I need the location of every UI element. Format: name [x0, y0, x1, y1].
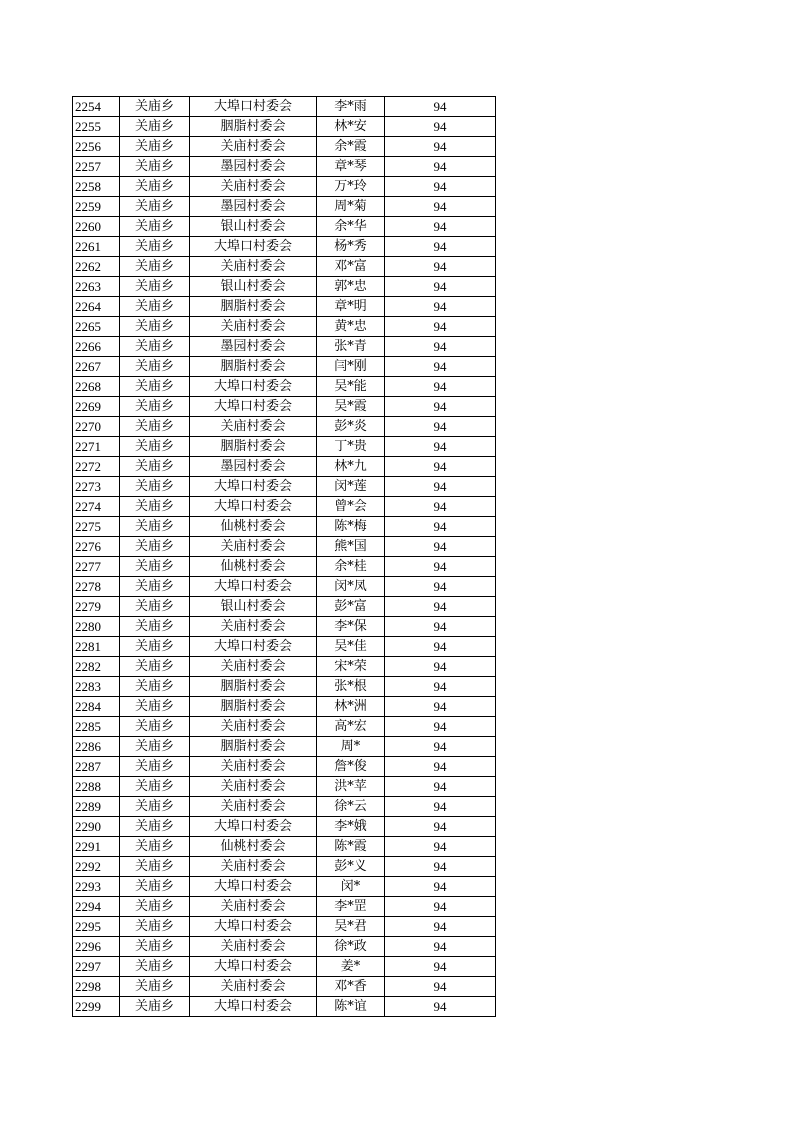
row-number: 2284: [73, 697, 120, 717]
village-committee-cell: 大埠口村委会: [190, 637, 317, 657]
village-committee-cell: 大埠口村委会: [190, 97, 317, 117]
score-cell: 94: [385, 157, 496, 177]
person-name-cell: 张*青: [317, 337, 385, 357]
village-committee-cell: 胭脂村委会: [190, 677, 317, 697]
township-cell: 关庙乡: [120, 757, 190, 777]
score-cell: 94: [385, 397, 496, 417]
township-cell: 关庙乡: [120, 517, 190, 537]
table-row: [73, 237, 496, 257]
township-cell: 关庙乡: [120, 117, 190, 137]
row-number: 2288: [73, 777, 120, 797]
table-row: [73, 117, 496, 137]
village-committee-cell: 关庙村委会: [190, 417, 317, 437]
village-committee-cell: 关庙村委会: [190, 777, 317, 797]
person-name-cell: 闵*莲: [317, 477, 385, 497]
row-number: 2276: [73, 537, 120, 557]
table-row: [73, 517, 496, 537]
person-name-cell: 李*保: [317, 617, 385, 637]
score-cell: 94: [385, 277, 496, 297]
person-name-cell: 万*玲: [317, 177, 385, 197]
row-number: 2299: [73, 997, 120, 1017]
table-row: [73, 677, 496, 697]
township-cell: 关庙乡: [120, 937, 190, 957]
person-name-cell: 余*霞: [317, 137, 385, 157]
person-name-cell: 闵*凤: [317, 577, 385, 597]
table-row: [73, 717, 496, 737]
score-cell: 94: [385, 597, 496, 617]
township-cell: 关庙乡: [120, 297, 190, 317]
village-committee-cell: 墨园村委会: [190, 337, 317, 357]
score-cell: 94: [385, 577, 496, 597]
row-number: 2264: [73, 297, 120, 317]
township-cell: 关庙乡: [120, 837, 190, 857]
village-committee-cell: 大埠口村委会: [190, 477, 317, 497]
village-committee-cell: 银山村委会: [190, 597, 317, 617]
village-committee-cell: 胭脂村委会: [190, 297, 317, 317]
table-row: [73, 437, 496, 457]
township-cell: 关庙乡: [120, 537, 190, 557]
village-committee-cell: 大埠口村委会: [190, 917, 317, 937]
person-name-cell: 李*娥: [317, 817, 385, 837]
person-name-cell: 章*明: [317, 297, 385, 317]
score-cell: 94: [385, 817, 496, 837]
score-cell: 94: [385, 537, 496, 557]
table-row: [73, 817, 496, 837]
village-committee-cell: 胭脂村委会: [190, 737, 317, 757]
table-row: [73, 657, 496, 677]
person-name-cell: 陈*梅: [317, 517, 385, 537]
row-number: 2258: [73, 177, 120, 197]
table-row: [73, 577, 496, 597]
person-name-cell: 杨*秀: [317, 237, 385, 257]
table-row: [73, 557, 496, 577]
person-name-cell: 李*罡: [317, 897, 385, 917]
township-cell: 关庙乡: [120, 917, 190, 937]
village-committee-cell: 银山村委会: [190, 277, 317, 297]
row-number: 2271: [73, 437, 120, 457]
person-name-cell: 熊*国: [317, 537, 385, 557]
score-cell: 94: [385, 897, 496, 917]
roster-table: [72, 96, 496, 1017]
township-cell: 关庙乡: [120, 857, 190, 877]
person-name-cell: 吴*佳: [317, 637, 385, 657]
score-cell: 94: [385, 557, 496, 577]
row-number: 2267: [73, 357, 120, 377]
person-name-cell: 徐*政: [317, 937, 385, 957]
township-cell: 关庙乡: [120, 277, 190, 297]
village-committee-cell: 仙桃村委会: [190, 837, 317, 857]
village-committee-cell: 关庙村委会: [190, 317, 317, 337]
score-cell: 94: [385, 737, 496, 757]
table-row: [73, 797, 496, 817]
score-cell: 94: [385, 997, 496, 1017]
village-committee-cell: 大埠口村委会: [190, 377, 317, 397]
row-number: 2266: [73, 337, 120, 357]
township-cell: 关庙乡: [120, 737, 190, 757]
township-cell: 关庙乡: [120, 357, 190, 377]
person-name-cell: 闵*: [317, 877, 385, 897]
township-cell: 关庙乡: [120, 97, 190, 117]
score-cell: 94: [385, 677, 496, 697]
village-committee-cell: 大埠口村委会: [190, 997, 317, 1017]
township-cell: 关庙乡: [120, 637, 190, 657]
table-row: [73, 537, 496, 557]
row-number: 2289: [73, 797, 120, 817]
township-cell: 关庙乡: [120, 257, 190, 277]
score-cell: 94: [385, 517, 496, 537]
person-name-cell: 李*雨: [317, 97, 385, 117]
person-name-cell: 曾*会: [317, 497, 385, 517]
score-cell: 94: [385, 337, 496, 357]
row-number: 2257: [73, 157, 120, 177]
person-name-cell: 林*九: [317, 457, 385, 477]
person-name-cell: 余*桂: [317, 557, 385, 577]
township-cell: 关庙乡: [120, 457, 190, 477]
score-cell: 94: [385, 417, 496, 437]
person-name-cell: 郭*忠: [317, 277, 385, 297]
person-name-cell: 周*: [317, 737, 385, 757]
village-committee-cell: 胭脂村委会: [190, 437, 317, 457]
table-row: [73, 377, 496, 397]
row-number: 2260: [73, 217, 120, 237]
person-name-cell: 詹*俊: [317, 757, 385, 777]
score-cell: 94: [385, 877, 496, 897]
village-committee-cell: 大埠口村委会: [190, 957, 317, 977]
person-name-cell: 姜*: [317, 957, 385, 977]
score-cell: 94: [385, 117, 496, 137]
village-committee-cell: 胭脂村委会: [190, 117, 317, 137]
township-cell: 关庙乡: [120, 197, 190, 217]
table-row: [73, 757, 496, 777]
table-row: [73, 837, 496, 857]
score-cell: 94: [385, 777, 496, 797]
table-row: [73, 937, 496, 957]
table-row: [73, 277, 496, 297]
township-cell: 关庙乡: [120, 437, 190, 457]
table-row: [73, 917, 496, 937]
score-cell: 94: [385, 757, 496, 777]
person-name-cell: 彭*义: [317, 857, 385, 877]
row-number: 2277: [73, 557, 120, 577]
row-number: 2297: [73, 957, 120, 977]
village-committee-cell: 大埠口村委会: [190, 877, 317, 897]
table-row: [73, 857, 496, 877]
township-cell: 关庙乡: [120, 817, 190, 837]
score-cell: 94: [385, 217, 496, 237]
table-row: [73, 337, 496, 357]
score-cell: 94: [385, 97, 496, 117]
row-number: 2274: [73, 497, 120, 517]
row-number: 2270: [73, 417, 120, 437]
person-name-cell: 邓*香: [317, 977, 385, 997]
row-number: 2256: [73, 137, 120, 157]
person-name-cell: 周*菊: [317, 197, 385, 217]
score-cell: 94: [385, 717, 496, 737]
roster-body: [73, 97, 496, 1017]
person-name-cell: 林*安: [317, 117, 385, 137]
row-number: 2283: [73, 677, 120, 697]
township-cell: 关庙乡: [120, 137, 190, 157]
village-committee-cell: 关庙村委会: [190, 137, 317, 157]
village-committee-cell: 墨园村委会: [190, 457, 317, 477]
village-committee-cell: 关庙村委会: [190, 857, 317, 877]
table-row: [73, 637, 496, 657]
village-committee-cell: 关庙村委会: [190, 537, 317, 557]
person-name-cell: 彭*富: [317, 597, 385, 617]
township-cell: 关庙乡: [120, 577, 190, 597]
township-cell: 关庙乡: [120, 997, 190, 1017]
township-cell: 关庙乡: [120, 897, 190, 917]
table-row: [73, 737, 496, 757]
row-number: 2255: [73, 117, 120, 137]
township-cell: 关庙乡: [120, 477, 190, 497]
township-cell: 关庙乡: [120, 497, 190, 517]
person-name-cell: 彭*炎: [317, 417, 385, 437]
table-row: [73, 217, 496, 237]
village-committee-cell: 关庙村委会: [190, 657, 317, 677]
village-committee-cell: 大埠口村委会: [190, 237, 317, 257]
score-cell: 94: [385, 477, 496, 497]
table-row: [73, 477, 496, 497]
person-name-cell: 陈*霞: [317, 837, 385, 857]
score-cell: 94: [385, 377, 496, 397]
person-name-cell: 高*宏: [317, 717, 385, 737]
score-cell: 94: [385, 497, 496, 517]
score-cell: 94: [385, 917, 496, 937]
table-row: [73, 977, 496, 997]
township-cell: 关庙乡: [120, 557, 190, 577]
village-committee-cell: 大埠口村委会: [190, 577, 317, 597]
score-cell: 94: [385, 797, 496, 817]
person-name-cell: 洪*苹: [317, 777, 385, 797]
person-name-cell: 邓*富: [317, 257, 385, 277]
village-committee-cell: 胭脂村委会: [190, 697, 317, 717]
score-cell: 94: [385, 197, 496, 217]
person-name-cell: 吴*霞: [317, 397, 385, 417]
row-number: 2261: [73, 237, 120, 257]
township-cell: 关庙乡: [120, 717, 190, 737]
score-cell: 94: [385, 697, 496, 717]
village-committee-cell: 墨园村委会: [190, 157, 317, 177]
row-number: 2287: [73, 757, 120, 777]
score-cell: 94: [385, 837, 496, 857]
score-cell: 94: [385, 937, 496, 957]
person-name-cell: 吴*君: [317, 917, 385, 937]
row-number: 2279: [73, 597, 120, 617]
village-committee-cell: 仙桃村委会: [190, 557, 317, 577]
row-number: 2278: [73, 577, 120, 597]
row-number: 2296: [73, 937, 120, 957]
score-cell: 94: [385, 237, 496, 257]
table-row: [73, 777, 496, 797]
village-committee-cell: 仙桃村委会: [190, 517, 317, 537]
row-number: 2268: [73, 377, 120, 397]
row-number: 2269: [73, 397, 120, 417]
person-name-cell: 余*华: [317, 217, 385, 237]
township-cell: 关庙乡: [120, 777, 190, 797]
person-name-cell: 章*琴: [317, 157, 385, 177]
row-number: 2292: [73, 857, 120, 877]
township-cell: 关庙乡: [120, 957, 190, 977]
row-number: 2293: [73, 877, 120, 897]
score-cell: 94: [385, 457, 496, 477]
table-row: [73, 317, 496, 337]
township-cell: 关庙乡: [120, 597, 190, 617]
township-cell: 关庙乡: [120, 157, 190, 177]
score-cell: 94: [385, 137, 496, 157]
township-cell: 关庙乡: [120, 977, 190, 997]
row-number: 2259: [73, 197, 120, 217]
township-cell: 关庙乡: [120, 617, 190, 637]
table-row: [73, 597, 496, 617]
row-number: 2262: [73, 257, 120, 277]
township-cell: 关庙乡: [120, 797, 190, 817]
row-number: 2275: [73, 517, 120, 537]
village-committee-cell: 关庙村委会: [190, 257, 317, 277]
township-cell: 关庙乡: [120, 397, 190, 417]
township-cell: 关庙乡: [120, 177, 190, 197]
village-committee-cell: 银山村委会: [190, 217, 317, 237]
row-number: 2285: [73, 717, 120, 737]
row-number: 2280: [73, 617, 120, 637]
table-row: [73, 617, 496, 637]
table-row: [73, 897, 496, 917]
row-number: 2298: [73, 977, 120, 997]
township-cell: 关庙乡: [120, 877, 190, 897]
table-row: [73, 877, 496, 897]
table-row: [73, 197, 496, 217]
score-cell: 94: [385, 977, 496, 997]
score-cell: 94: [385, 957, 496, 977]
village-committee-cell: 墨园村委会: [190, 197, 317, 217]
score-cell: 94: [385, 297, 496, 317]
score-cell: 94: [385, 257, 496, 277]
person-name-cell: 宋*荣: [317, 657, 385, 677]
table-row: [73, 97, 496, 117]
village-committee-cell: 关庙村委会: [190, 717, 317, 737]
row-number: 2295: [73, 917, 120, 937]
person-name-cell: 闫*刚: [317, 357, 385, 377]
score-cell: 94: [385, 617, 496, 637]
person-name-cell: 丁*贵: [317, 437, 385, 457]
row-number: 2272: [73, 457, 120, 477]
row-number: 2291: [73, 837, 120, 857]
row-number: 2263: [73, 277, 120, 297]
row-number: 2273: [73, 477, 120, 497]
table-row: [73, 177, 496, 197]
person-name-cell: 陈*谊: [317, 997, 385, 1017]
village-committee-cell: 关庙村委会: [190, 617, 317, 637]
township-cell: 关庙乡: [120, 697, 190, 717]
village-committee-cell: 关庙村委会: [190, 757, 317, 777]
village-committee-cell: 大埠口村委会: [190, 397, 317, 417]
person-name-cell: 林*洲: [317, 697, 385, 717]
table-row: [73, 157, 496, 177]
row-number: 2282: [73, 657, 120, 677]
table-row: [73, 137, 496, 157]
table-row: [73, 297, 496, 317]
person-name-cell: 徐*云: [317, 797, 385, 817]
table-row: [73, 397, 496, 417]
table-row: [73, 357, 496, 377]
village-committee-cell: 关庙村委会: [190, 177, 317, 197]
table-row: [73, 497, 496, 517]
township-cell: 关庙乡: [120, 217, 190, 237]
score-cell: 94: [385, 317, 496, 337]
row-number: 2265: [73, 317, 120, 337]
township-cell: 关庙乡: [120, 337, 190, 357]
township-cell: 关庙乡: [120, 417, 190, 437]
township-cell: 关庙乡: [120, 377, 190, 397]
score-cell: 94: [385, 437, 496, 457]
row-number: 2290: [73, 817, 120, 837]
row-number: 2294: [73, 897, 120, 917]
table-row: [73, 957, 496, 977]
table-row: [73, 417, 496, 437]
village-committee-cell: 胭脂村委会: [190, 357, 317, 377]
person-name-cell: 黄*忠: [317, 317, 385, 337]
row-number: 2254: [73, 97, 120, 117]
village-committee-cell: 关庙村委会: [190, 897, 317, 917]
score-cell: 94: [385, 857, 496, 877]
village-committee-cell: 大埠口村委会: [190, 497, 317, 517]
row-number: 2281: [73, 637, 120, 657]
table-row: [73, 457, 496, 477]
score-cell: 94: [385, 657, 496, 677]
row-number: 2286: [73, 737, 120, 757]
score-cell: 94: [385, 357, 496, 377]
village-committee-cell: 关庙村委会: [190, 797, 317, 817]
table-row: [73, 997, 496, 1017]
person-name-cell: 吴*能: [317, 377, 385, 397]
township-cell: 关庙乡: [120, 317, 190, 337]
village-committee-cell: 关庙村委会: [190, 937, 317, 957]
table-row: [73, 257, 496, 277]
score-cell: 94: [385, 637, 496, 657]
township-cell: 关庙乡: [120, 657, 190, 677]
person-name-cell: 张*根: [317, 677, 385, 697]
township-cell: 关庙乡: [120, 237, 190, 257]
village-committee-cell: 大埠口村委会: [190, 817, 317, 837]
township-cell: 关庙乡: [120, 677, 190, 697]
score-cell: 94: [385, 177, 496, 197]
table-row: [73, 697, 496, 717]
village-committee-cell: 关庙村委会: [190, 977, 317, 997]
